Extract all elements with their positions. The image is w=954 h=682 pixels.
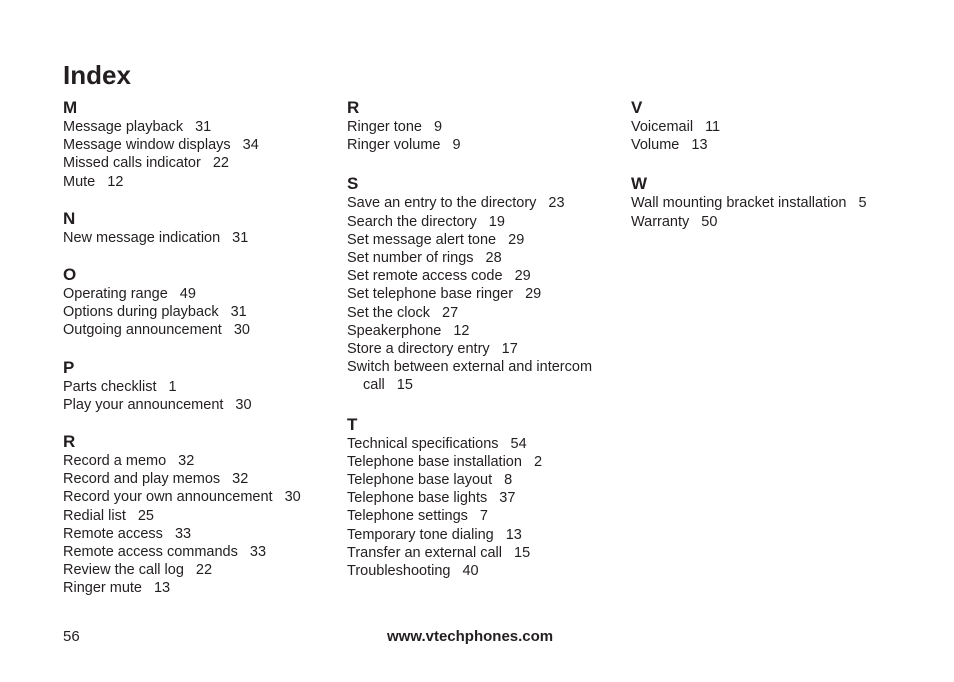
entry-page-number: 29: [514, 268, 531, 285]
entry-text: Message window displays: [63, 137, 231, 154]
index-entry: [347, 285, 622, 303]
entry-page-number: 32: [232, 471, 249, 488]
index-entry: [63, 507, 333, 525]
index-entry: [63, 229, 333, 247]
entry-text: Record your own announcement: [63, 489, 273, 506]
entry-text: Telephone base layout: [347, 472, 493, 489]
entry-text: Parts checklist: [63, 378, 157, 395]
entry-text: Set message alert tone: [347, 231, 497, 248]
entry-page-number: 1: [168, 378, 177, 395]
entry-page-number: 29: [525, 286, 542, 303]
entry-page-number: 30: [233, 322, 250, 339]
entry-page-number: 28: [485, 250, 502, 267]
index-entry: [63, 452, 333, 470]
entry-text: Save an entry to the directory: [347, 195, 537, 212]
entry-page-number: 40: [462, 563, 479, 580]
index-entry: [347, 544, 622, 562]
entry-text: Record and play memos: [63, 471, 221, 488]
entry-text: Remote access: [63, 525, 163, 542]
entry-text: Redial list: [63, 507, 126, 524]
entry-text: Set number of rings: [347, 250, 474, 267]
entry-page-number: 27: [442, 304, 459, 321]
entry-text: Play your announcement: [63, 396, 224, 413]
entry-page-number: 30: [235, 396, 252, 413]
index-entry: [63, 136, 333, 154]
entry-page-number: 9: [433, 119, 443, 135]
entry-text: Volume: [631, 137, 680, 154]
index-entry: [63, 561, 333, 579]
entry-page-number: 8: [504, 472, 513, 489]
index-section: [63, 98, 333, 191]
index-section: [63, 358, 333, 414]
entry-text: Store a directory entry: [347, 341, 490, 358]
entry-text-continued: call: [363, 377, 385, 394]
entry-text: Operating range: [63, 286, 168, 303]
index-section: [347, 415, 622, 581]
entry-text: Options during playback: [63, 304, 219, 321]
index-entry: [347, 562, 622, 580]
index-entry: [347, 489, 622, 507]
index-entry: [63, 378, 333, 396]
entry-page-number: 19: [488, 213, 505, 230]
entry-page-number: 54: [510, 435, 527, 452]
entry-text: Voicemail: [631, 119, 694, 135]
page-title: Index: [63, 60, 131, 90]
entry-page-number: 31: [232, 229, 249, 246]
page-number: 56: [63, 628, 80, 645]
entry-page-number: 2: [533, 453, 543, 470]
entry-page-number: 30: [284, 489, 301, 506]
index-entry: [63, 579, 333, 597]
entry-text: Telephone settings: [347, 508, 468, 525]
entry-text: Set remote access code: [347, 268, 503, 285]
entry-page-number: 49: [179, 286, 196, 303]
index-entry: [63, 154, 333, 172]
entry-page-number: 22: [195, 562, 213, 579]
entry-text: Transfer an external call: [347, 544, 503, 561]
index-entry: [63, 525, 333, 543]
entry-page-number: 50: [701, 213, 718, 230]
section-letter: T: [347, 414, 358, 434]
entry-page-number: 31: [230, 304, 247, 321]
entry-page-number: 37: [499, 490, 516, 507]
entry-text: Troubleshooting: [347, 563, 451, 580]
entry-page-number: 33: [174, 525, 192, 542]
entry-page-number: 34: [242, 137, 259, 154]
entry-page-number: 17: [501, 341, 518, 358]
entry-text: Review the call log: [63, 562, 184, 579]
index-entry: [631, 213, 931, 231]
index-entry: [63, 396, 333, 414]
index-entry: [63, 321, 333, 339]
index-entry: [347, 340, 622, 358]
index-section: [631, 174, 931, 230]
entry-text: Telephone base lights: [347, 490, 488, 507]
entry-text: Telephone base installation: [347, 453, 522, 470]
entry-text: Message playback: [63, 119, 184, 135]
entry-page-number: 13: [691, 137, 708, 154]
index-column-2: [347, 98, 622, 600]
entry-text: Technical specifications: [347, 435, 499, 452]
index-section: [63, 432, 333, 598]
entry-page-number: 31: [195, 119, 212, 135]
entry-text: Speakerphone: [347, 322, 442, 339]
index-entry: [347, 118, 622, 136]
index-entry: [63, 303, 333, 321]
entry-text: Record a memo: [63, 453, 167, 470]
section-letter: R: [63, 432, 76, 452]
entry-page-number: 29: [508, 231, 525, 248]
index-entry: [631, 118, 931, 136]
index-section: [347, 98, 622, 154]
index-section: [347, 174, 622, 394]
entry-page-number: 12: [107, 173, 124, 190]
entry-text: New message indication: [63, 229, 221, 246]
index-entry: [63, 285, 333, 303]
index-entry: [347, 194, 622, 212]
index-entry: [347, 213, 622, 231]
index-entry: [347, 136, 622, 154]
entry-text: Set the clock: [347, 304, 431, 321]
index-entry: [347, 358, 622, 376]
entry-page-number: 22: [212, 155, 229, 172]
index-entry: [347, 231, 622, 249]
index-column-1: [63, 98, 333, 616]
index-entry: [63, 543, 333, 561]
entry-page-number: 7: [479, 508, 488, 525]
section-letter: V: [631, 98, 643, 117]
index-entry: [347, 507, 622, 525]
entry-text: Outgoing announcement: [63, 322, 222, 339]
index-entry: [631, 136, 931, 154]
entry-page-number: 15: [514, 544, 531, 561]
section-letter: N: [63, 208, 76, 228]
index-entry: [347, 267, 622, 285]
entry-text: Mute: [63, 173, 96, 190]
entry-page-number: 15: [396, 377, 413, 394]
entry-text: Ringer volume: [347, 137, 441, 154]
section-letter: O: [63, 265, 77, 285]
section-letter: M: [63, 98, 78, 117]
entry-page-number: 25: [137, 507, 154, 524]
section-letter: P: [63, 357, 75, 377]
entry-text: Ringer mute: [63, 580, 142, 597]
section-letter: S: [347, 174, 359, 194]
index-entry: [347, 526, 622, 544]
index-column-3: [631, 98, 931, 251]
entry-text: Switch between external and intercom: [347, 359, 593, 376]
entry-text: Set telephone base ringer: [347, 286, 514, 303]
entry-page-number: 13: [505, 526, 522, 543]
index-entry: [63, 173, 333, 191]
entry-text: Warranty: [631, 213, 690, 230]
index-entry: [347, 435, 622, 453]
index-section: [631, 98, 931, 154]
entry-page-number: 5: [858, 195, 867, 212]
index-entry: [347, 249, 622, 267]
entry-text: Search the directory: [347, 213, 477, 230]
index-entry: [347, 304, 622, 322]
index-entry: [347, 471, 622, 489]
index-section: [63, 209, 333, 247]
index-entry: [347, 453, 622, 471]
section-letter: R: [347, 98, 360, 117]
entry-page-number: 32: [178, 453, 195, 470]
index-entry: [631, 194, 931, 212]
index-entry: [63, 118, 333, 136]
entry-page-number: 23: [548, 195, 565, 212]
entry-page-number: 11: [705, 119, 721, 135]
entry-text: Wall mounting bracket installation: [631, 195, 847, 212]
entry-text: Remote access commands: [63, 544, 238, 561]
index-entry: [347, 322, 622, 340]
entry-page-number: 33: [249, 544, 267, 561]
index-entry: [63, 488, 333, 506]
entry-page-number: 12: [453, 322, 470, 339]
index-entry: [63, 470, 333, 488]
index-entry-continuation: [347, 376, 622, 394]
entry-page-number: 13: [153, 580, 171, 597]
index-section: [63, 265, 333, 340]
entry-text: Temporary tone dialing: [347, 526, 494, 543]
section-letter: W: [631, 174, 648, 194]
entry-page-number: 9: [452, 137, 461, 154]
entry-text: Missed calls indicator: [63, 155, 201, 172]
entry-text: Ringer tone: [347, 119, 422, 135]
footer-url-link[interactable]: www.vtechphones.com: [387, 628, 554, 645]
